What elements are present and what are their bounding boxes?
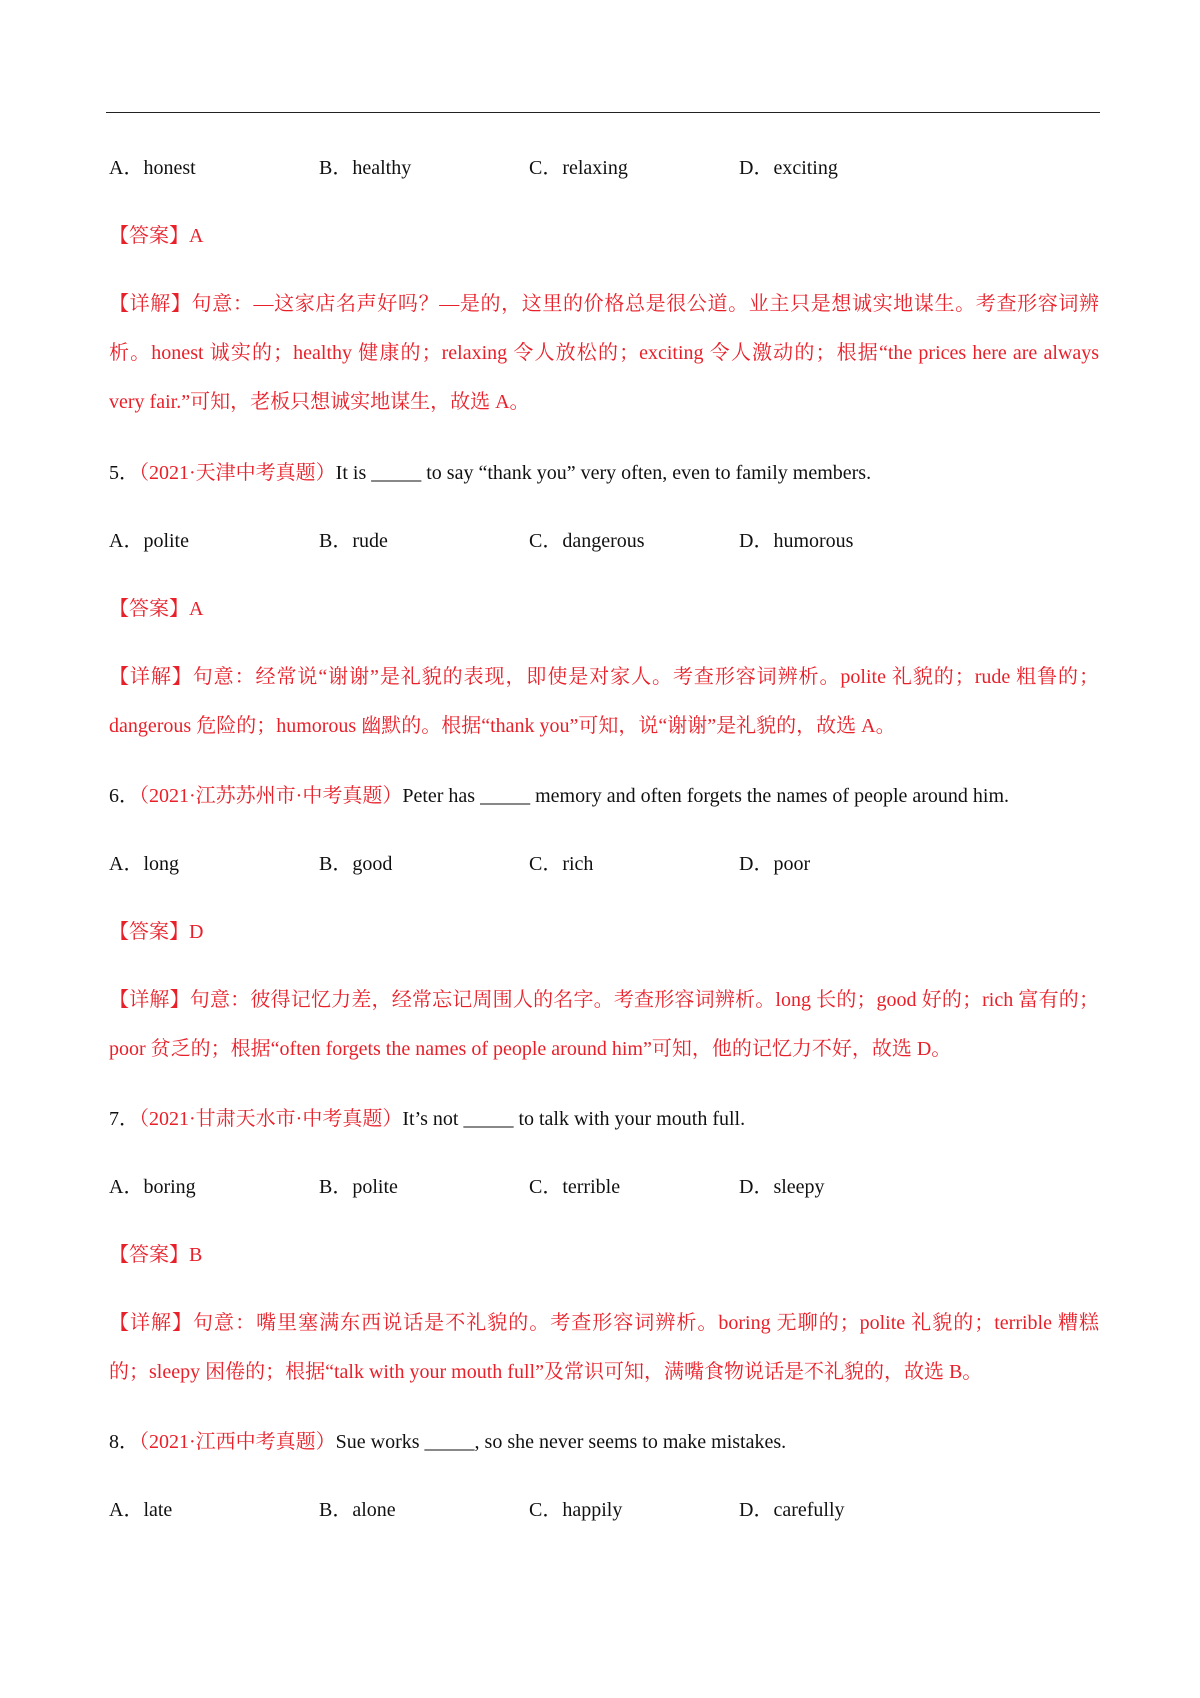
q7-option-c: C．terrible	[529, 1176, 621, 1198]
q7-stem: It’s not _____ to talk with your mouth full.	[402, 1108, 746, 1130]
q5-stem: It is _____ to say “thank you” very often, even to family members.	[335, 462, 872, 484]
q6-option-c: C．rich	[529, 853, 594, 875]
q8-option-b: B．alone	[319, 1499, 396, 1521]
q7-option-b: B．polite	[319, 1176, 398, 1198]
q6-answer: 【答案】D	[109, 921, 204, 943]
q6-explanation: 【详解】句意：彼得记忆力差，经常忘记周围人的名字。考查形容词辨析。long 长的；good 好的；rich 富有的；poor 贫乏的；根据“often forgets the names of people around him”可知，他的记忆力不好，故选 D。	[109, 989, 1099, 1060]
q6-source: （2021·江苏苏州市·中考真题）	[139, 785, 403, 807]
q5-explanation: 【详解】句意：经常说“谢谢”是礼貌的表现，即使是对家人。考查形容词辨析。polite 礼貌的；rude 粗鲁的；dangerous 危险的；humorous 幽默的。根据“thank you”可知，说“谢谢”是礼貌的，故选 A。	[109, 666, 1099, 737]
q6-options	[109, 850, 1109, 878]
q8-option-d: D．carefully	[739, 1499, 845, 1521]
q6-option-b: B．good	[319, 853, 393, 875]
q4-option-c: C．relaxing	[529, 157, 628, 179]
q5-option-a: A．polite	[109, 530, 189, 552]
q7-option-a: A．boring	[109, 1176, 196, 1198]
q8-number: 8．	[109, 1431, 139, 1453]
q6-question	[109, 782, 1009, 810]
q8-option-c: C．happily	[529, 1499, 623, 1521]
q4-options	[109, 154, 1109, 182]
q7-question	[109, 1105, 745, 1133]
q5-option-c: C．dangerous	[529, 530, 645, 552]
q8-source: （2021·江西中考真题）	[139, 1431, 336, 1453]
q7-option-d: D．sleepy	[739, 1176, 825, 1198]
q8-options	[109, 1496, 1109, 1524]
q5-answer: 【答案】A	[109, 598, 204, 620]
q5-option-b: B．rude	[319, 530, 388, 552]
q4-explanation: 【详解】句意：—这家店名声好吗？—是的，这里的价格总是很公道。业主只是想诚实地谋生。考查形容词辨析。honest 诚实的；healthy 健康的；relaxing 令人放松的；exciting 令人激动的；根据“the prices here are always very fair.”可知，老板只想诚实地谋生，故选 A。	[109, 293, 1099, 413]
q7-options	[109, 1173, 1109, 1201]
q6-number: 6．	[109, 785, 139, 807]
q5-option-d: D．humorous	[739, 530, 854, 552]
q8-question	[109, 1428, 786, 1456]
q8-option-a: A．late	[109, 1499, 173, 1521]
q7-explanation: 【详解】句意：嘴里塞满东西说话是不礼貌的。考查形容词辨析。boring 无聊的；polite 礼貌的；terrible 糟糕的；sleepy 困倦的；根据“talk with your mouth full”及常识可知，满嘴食物说话是不礼貌的，故选 B。	[109, 1312, 1099, 1383]
q5-number: 5．	[109, 462, 139, 484]
q6-option-d: D．poor	[739, 853, 811, 875]
q4-answer: 【答案】A	[109, 225, 204, 247]
q4-option-d: D．exciting	[739, 157, 838, 179]
q5-source: （2021·天津中考真题）	[139, 462, 336, 484]
q5-question	[109, 459, 871, 487]
q5-options	[109, 527, 1109, 555]
q6-stem: Peter has _____ memory and often forgets the names of people around him.	[402, 785, 1010, 807]
q7-source: （2021·甘肃天水市·中考真题）	[139, 1108, 403, 1130]
header-rule	[106, 112, 1100, 113]
q7-answer: 【答案】B	[109, 1244, 203, 1266]
q6-option-a: A．long	[109, 853, 179, 875]
q4-option-b: B．healthy	[319, 157, 412, 179]
q7-number: 7．	[109, 1108, 139, 1130]
q4-option-a: A．honest	[109, 157, 196, 179]
q8-stem: Sue works _____, so she never seems to make mistakes.	[335, 1431, 787, 1453]
